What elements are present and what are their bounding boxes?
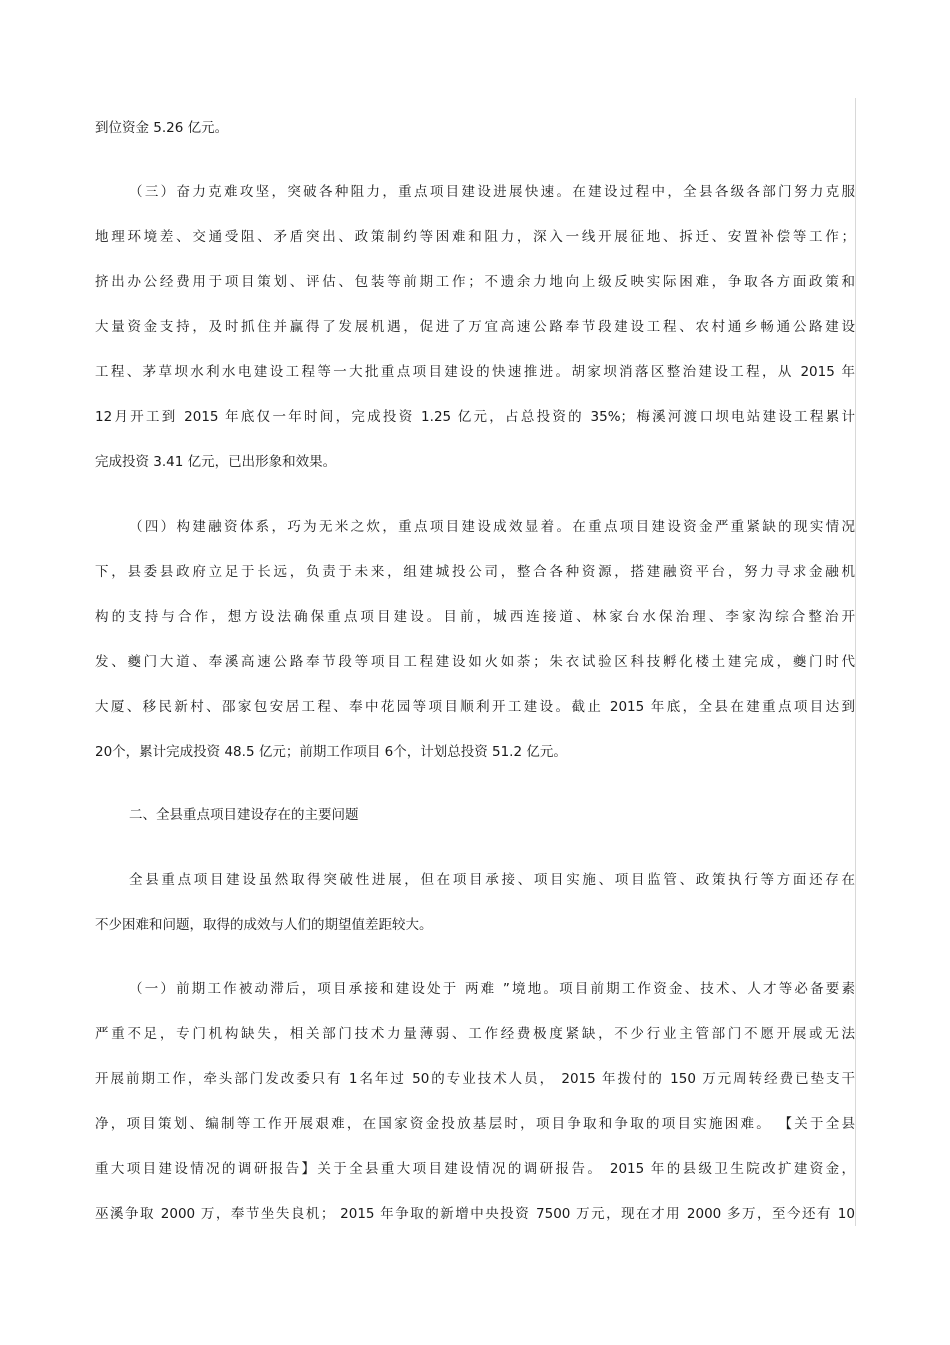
text-line: 完成投资 3.41 亿元，已出形象和效果。 [95, 454, 337, 470]
page-edge-divider [855, 98, 856, 1226]
text-line: 大厦、移民新村、邵家包安居工程、奉中花园等项目顺利开工建设。截止 2015 年底，全县在建重点项目达到 [95, 699, 855, 715]
text-line: 构的支持与合作，想方设法确保重点项目建设。目前，城西连接道、林家台水保治理、李家沟综合整治开 [95, 609, 855, 625]
text-line: 严重不足，专门机构缺失，相关部门技术力量薄弱、工作经费极度紧缺，不少行业主管部门不愿开展或无法 [95, 1026, 855, 1042]
section-heading: 二、全县重点项目建设存在的主要问题 [129, 807, 359, 823]
paragraph-4-line: （四）构建融资体系，巧为无米之炊，重点项目建设成效显着。在重点项目建设资金严重紧缺的现实情况 [129, 519, 855, 535]
text-line: 12月开工到 2015 年底仅一年时间，完成投资 1.25 亿元，占总投资的 35%；梅溪河渡口坝电站建设工程累计 [95, 409, 855, 425]
text-line: 巫溪争取 2000 万，奉节坐失良机； 2015 年争取的新增中央投资 7500 万元，现在才用 2000 多万，至今还有 10 [95, 1206, 855, 1222]
text-line: 地理环境差、交通受阻、矛盾突出、政策制约等困难和阻力，深入一线开展征地、拆迁、安置补偿等工作； [95, 229, 855, 245]
text-line: 挤出办公经费用于项目策划、评估、包装等前期工作；不遗余力地向上级反映实际困难，争取各方面政策和 [95, 274, 855, 290]
text-line: 到位资金 5.26 亿元。 [95, 120, 229, 136]
text-line: 全县重点项目建设虽然取得突破性进展，但在项目承接、项目实施、项目监管、政策执行等方面还存在 [129, 872, 855, 888]
text-line: 重大项目建设情况的调研报告】关于全县重大项目建设情况的调研报告。 2015 年的县级卫生院改扩建资金， [95, 1161, 855, 1177]
text-line: 20个，累计完成投资 48.5 亿元；前期工作项目 6个，计划总投资 51.2 亿元。 [95, 744, 567, 760]
text-line: 开展前期工作，牵头部门发改委只有 1名年过 50的专业技术人员， 2015 年拨付的 150 万元周转经费已垫支干 [95, 1071, 855, 1087]
paragraph-3-line: （三）奋力克难攻坚，突破各种阻力，重点项目建设进展快速。在建设过程中，全县各级各部门努力克服 [129, 184, 855, 200]
paragraph-1-line: （一）前期工作被动滞后，项目承接和建设处于 两难 ”境地。项目前期工作资金、技术、人才等必备要素 [129, 981, 855, 997]
text-line: 下，县委县政府立足于长远，负责于未来，组建城投公司，整合各种资源，搭建融资平台，努力寻求金融机 [95, 564, 855, 580]
text-line: 净，项目策划、编制等工作开展艰难，在国家资金投放基层时，项目争取和争取的项目实施困难。 【关于全县 [95, 1116, 855, 1132]
text-line: 发、夔门大道、奉溪高速公路奉节段等项目工程建设如火如荼；朱衣试验区科技孵化楼土建完成，夔门时代 [95, 654, 855, 670]
text-line: 大量资金支持，及时抓住并赢得了发展机遇，促进了万宜高速公路奉节段建设工程、农村通乡畅通公路建设 [95, 319, 855, 335]
text-line: 不少困难和问题，取得的成效与人们的期望值差距较大。 [95, 917, 433, 933]
text-line: 工程、茅草坝水利水电建设工程等一大批重点项目建设的快速推进。胡家坝消落区整治建设工程，从 2015 年 [95, 364, 855, 380]
